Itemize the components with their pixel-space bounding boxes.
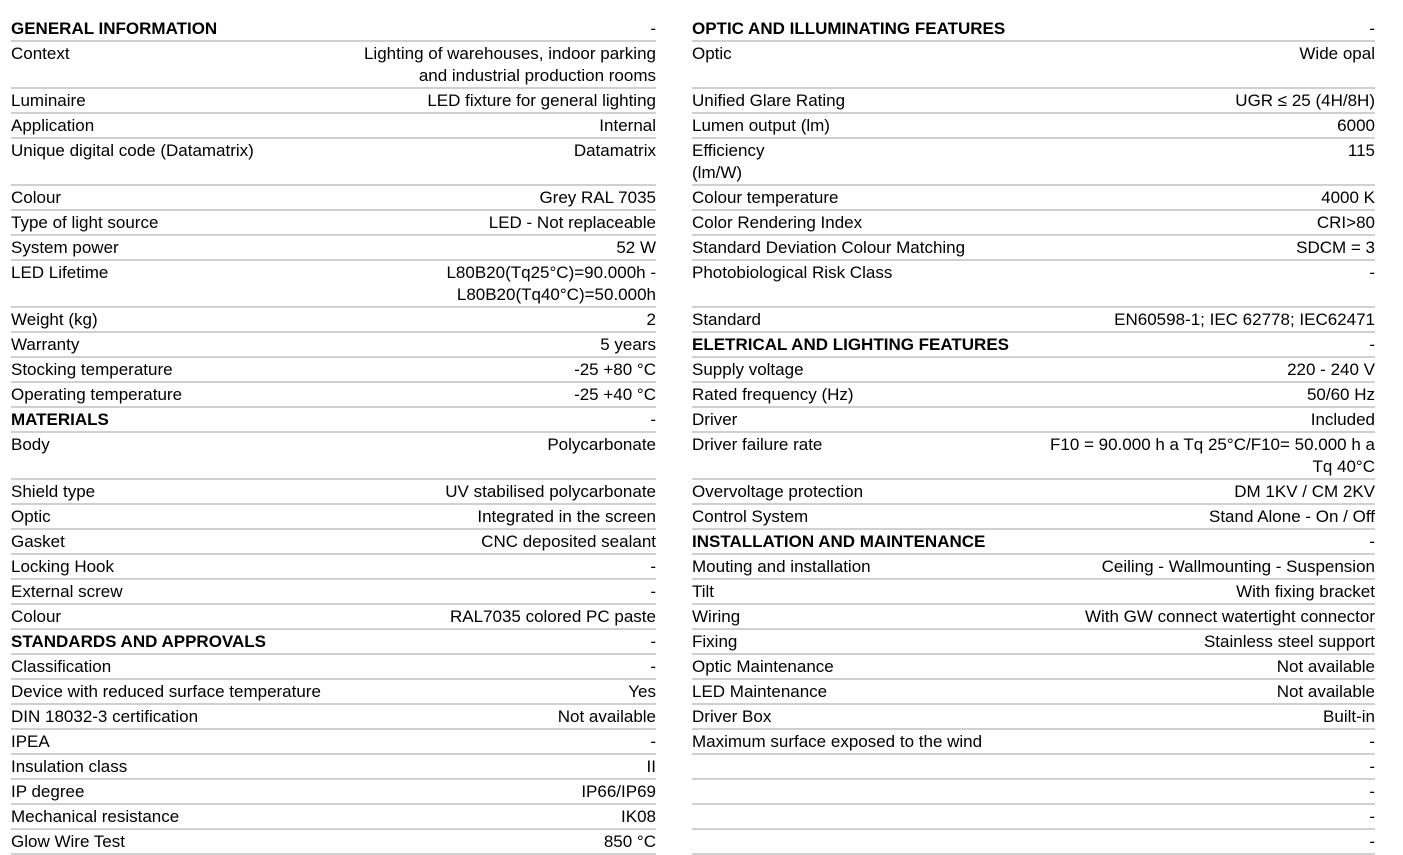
section-header — [11, 17, 656, 42]
spec-value: LED fixture for general lighting — [427, 91, 656, 110]
spec-value: CNC deposited sealant — [481, 532, 656, 551]
spec-label: Luminaire — [11, 91, 86, 110]
spec-row — [11, 605, 656, 630]
spec-label: Locking Hook — [11, 557, 115, 576]
spec-row — [692, 805, 1375, 830]
spec-value: 220 - 240 V — [1287, 360, 1375, 379]
spec-value: - — [1369, 532, 1375, 551]
spec-row — [692, 630, 1375, 655]
section-title: ELETRICAL AND LIGHTING FEATURES — [692, 335, 1010, 354]
spec-row — [692, 830, 1375, 855]
spec-value: - — [650, 557, 656, 576]
spec-row — [11, 236, 656, 261]
spec-row — [11, 830, 656, 855]
spec-value: UV stabilised polycarbonate — [445, 482, 656, 501]
spec-value: - — [1369, 19, 1375, 38]
spec-row — [692, 555, 1375, 580]
spec-label: Efficiency (lm/W) — [692, 141, 765, 182]
spec-label: LED Maintenance — [692, 682, 828, 701]
spec-value: Lighting of warehouses, indoor parking and industrial production rooms — [363, 44, 656, 85]
section-title: OPTIC AND ILLUMINATING FEATURES — [692, 19, 1006, 38]
spec-value: 5 years — [600, 335, 656, 354]
spec-row — [11, 89, 656, 114]
spec-row — [11, 505, 656, 530]
spec-value: Not available — [557, 707, 656, 726]
spec-value: - — [1369, 335, 1375, 354]
spec-value: 4000 K — [1321, 188, 1375, 207]
spec-label: Fixing — [692, 632, 738, 651]
spec-value: IP66/IP69 — [581, 782, 656, 801]
spec-label: Context — [11, 44, 70, 63]
spec-label: Device with reduced surface temperature — [11, 682, 321, 701]
spec-label: Glow Wire Test — [11, 832, 125, 851]
spec-value: Not available — [1276, 657, 1375, 676]
spec-label: DIN 18032-3 certification — [11, 707, 199, 726]
spec-row — [11, 555, 656, 580]
section-title: STANDARDS AND APPROVALS — [11, 632, 267, 651]
spec-value: - — [1369, 807, 1375, 826]
spec-value: Yes — [628, 682, 656, 701]
spec-value: F10 = 90.000 h a Tq 25°C/F10= 50.000 h a Tq 40°C — [1049, 435, 1375, 476]
spec-label: System power — [11, 238, 119, 257]
spec-row — [692, 780, 1375, 805]
spec-label: Operating temperature — [11, 385, 183, 404]
spec-row — [11, 114, 656, 139]
spec-row — [11, 730, 656, 755]
spec-label: Standard — [692, 310, 761, 329]
spec-row — [692, 186, 1375, 211]
spec-value: With GW connect watertight connector — [1084, 607, 1375, 626]
spec-row — [692, 480, 1375, 505]
section-title: GENERAL INFORMATION — [11, 19, 218, 38]
section-header — [692, 530, 1375, 555]
spec-row — [692, 211, 1375, 236]
spec-value: - — [1369, 782, 1375, 801]
spec-value: LED - Not replaceable — [488, 213, 656, 232]
spec-row — [11, 755, 656, 780]
spec-value: 50/60 Hz — [1306, 385, 1375, 404]
spec-label: Gasket — [11, 532, 65, 551]
spec-row — [11, 530, 656, 555]
spec-row — [692, 308, 1375, 333]
spec-label: LED Lifetime — [11, 263, 109, 282]
spec-value: 850 °C — [603, 832, 656, 851]
spec-value: Internal — [599, 116, 656, 135]
spec-label: Weight (kg) — [11, 310, 98, 329]
spec-value: EN60598-1; IEC 62778; IEC62471 — [1114, 310, 1375, 329]
spec-value: 52 W — [616, 238, 656, 257]
spec-value: Included — [1310, 410, 1375, 429]
spec-value: Datamatrix — [573, 141, 656, 160]
spec-value: Stainless steel support — [1203, 632, 1375, 651]
spec-row — [692, 408, 1375, 433]
spec-label: Shield type — [11, 482, 96, 501]
spec-label: Classification — [11, 657, 112, 676]
spec-label: Mouting and installation — [692, 557, 871, 576]
spec-label: IPEA — [11, 732, 50, 751]
spec-label: Colour — [11, 188, 62, 207]
spec-value: Stand Alone - On / Off — [1208, 507, 1375, 526]
spec-value: - — [650, 732, 656, 751]
spec-value: - — [1369, 732, 1375, 751]
spec-label: Insulation class — [11, 757, 128, 776]
spec-value: DM 1KV / CM 2KV — [1234, 482, 1375, 501]
spec-value: Built-in — [1323, 707, 1375, 726]
spec-row — [692, 42, 1375, 89]
spec-row — [11, 655, 656, 680]
spec-label: Overvoltage protection — [692, 482, 864, 501]
spec-label: Driver Box — [692, 707, 772, 726]
spec-label: Optic Maintenance — [692, 657, 834, 676]
spec-label: Driver — [692, 410, 738, 429]
spec-value: - — [1369, 263, 1375, 282]
spec-value: Ceiling - Wallmounting - Suspension — [1101, 557, 1375, 576]
section-title: INSTALLATION AND MAINTENANCE — [692, 532, 986, 551]
spec-value: - — [650, 632, 656, 651]
spec-row — [11, 333, 656, 358]
spec-label: External screw — [11, 582, 123, 601]
spec-value: With fixing bracket — [1236, 582, 1375, 601]
spec-value: IK08 — [621, 807, 656, 826]
spec-label: IP degree — [11, 782, 85, 801]
spec-label: Unique digital code (Datamatrix) — [11, 141, 254, 160]
spec-value: CRI>80 — [1316, 213, 1375, 232]
spec-value: 6000 — [1337, 116, 1375, 135]
spec-row — [11, 480, 656, 505]
spec-row — [692, 655, 1375, 680]
spec-label: Warranty — [11, 335, 80, 354]
spec-row — [11, 261, 656, 308]
spec-row — [692, 114, 1375, 139]
spec-value: - — [1369, 832, 1375, 851]
left-spec-column — [11, 17, 656, 855]
spec-value: Wide opal — [1299, 44, 1375, 63]
spec-value: - — [650, 657, 656, 676]
spec-value: UGR ≤ 25 (4H/8H) — [1235, 91, 1375, 110]
spec-row — [692, 505, 1375, 530]
spec-row — [11, 358, 656, 383]
spec-label: Wiring — [692, 607, 741, 626]
spec-row — [692, 236, 1375, 261]
spec-value: - — [1369, 757, 1375, 776]
spec-label: Colour — [11, 607, 62, 626]
spec-label: Type of light source — [11, 213, 159, 232]
spec-row — [11, 580, 656, 605]
spec-label: Body — [11, 435, 50, 454]
spec-label: Application — [11, 116, 95, 135]
spec-row — [692, 580, 1375, 605]
spec-label: Rated frequency (Hz) — [692, 385, 854, 404]
spec-label: Stocking temperature — [11, 360, 173, 379]
spec-label: Photobiological Risk Class — [692, 263, 893, 282]
spec-row — [692, 755, 1375, 780]
spec-value: Grey RAL 7035 — [539, 188, 656, 207]
spec-value: Polycarbonate — [547, 435, 656, 454]
spec-row — [11, 780, 656, 805]
spec-row — [11, 42, 656, 89]
spec-label: Standard Deviation Colour Matching — [692, 238, 966, 257]
right-spec-column — [692, 17, 1375, 855]
spec-label: Unified Glare Rating — [692, 91, 846, 110]
spec-value: II — [646, 757, 656, 776]
spec-label: Maximum surface exposed to the wind — [692, 732, 983, 751]
spec-row — [11, 139, 656, 186]
spec-label: Mechanical resistance — [11, 807, 180, 826]
spec-row — [692, 89, 1375, 114]
spec-row — [11, 433, 656, 480]
spec-row — [11, 805, 656, 830]
spec-row — [692, 358, 1375, 383]
spec-row — [11, 308, 656, 333]
spec-value: - — [650, 410, 656, 429]
spec-value: -25 +80 °C — [574, 360, 656, 379]
spec-row — [692, 705, 1375, 730]
spec-row — [11, 186, 656, 211]
spec-row — [692, 680, 1375, 705]
spec-label: Tilt — [692, 582, 715, 601]
spec-value: L80B20(Tq25°C)=90.000h - L80B20(Tq40°C)=50.000h — [446, 263, 656, 304]
spec-value: RAL7035 colored PC paste — [449, 607, 656, 626]
spec-row — [692, 433, 1375, 480]
spec-row — [692, 730, 1375, 755]
section-header — [692, 17, 1375, 42]
spec-value: 115 — [1347, 141, 1375, 160]
spec-row — [11, 680, 656, 705]
spec-value: Integrated in the screen — [477, 507, 656, 526]
spec-label: Control System — [692, 507, 809, 526]
spec-label: Optic — [11, 507, 51, 526]
spec-label: Color Rendering Index — [692, 213, 863, 232]
spec-row — [11, 211, 656, 236]
section-header — [692, 333, 1375, 358]
section-title: MATERIALS — [11, 410, 109, 429]
spec-value: 2 — [646, 310, 656, 329]
section-header — [11, 408, 656, 433]
spec-value: SDCM = 3 — [1296, 238, 1375, 257]
spec-value: - — [650, 19, 656, 38]
spec-row — [11, 383, 656, 408]
spec-label: Driver failure rate — [692, 435, 823, 454]
spec-value: - — [650, 582, 656, 601]
spec-row — [11, 705, 656, 730]
spec-value: -25 +40 °C — [574, 385, 656, 404]
spec-value: Not available — [1276, 682, 1375, 701]
spec-row — [692, 261, 1375, 308]
spec-label: Lumen output (lm) — [692, 116, 830, 135]
spec-label: Supply voltage — [692, 360, 804, 379]
spec-row — [692, 605, 1375, 630]
spec-label: Colour temperature — [692, 188, 839, 207]
spec-row — [692, 139, 1375, 186]
spec-label: Optic — [692, 44, 732, 63]
section-header — [11, 630, 656, 655]
spec-row — [692, 383, 1375, 408]
